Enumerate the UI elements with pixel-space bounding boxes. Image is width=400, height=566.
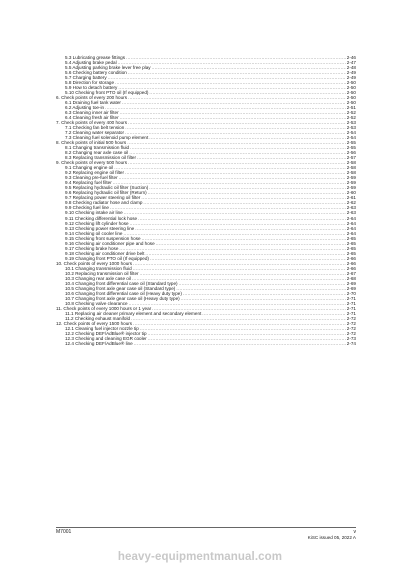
dot-leader: [134, 341, 346, 346]
toc-page-number: 2-63: [346, 205, 356, 211]
toc-entry-title: 9.16 Checking air conditioner pipe and hose: [65, 240, 155, 246]
toc-page-number: 2-68: [346, 275, 356, 281]
toc-entry-title: 5.3 Lubricating grease fittings: [65, 55, 126, 60]
toc-page-number: 2-54: [346, 135, 356, 141]
toc-entry-title: 7.1 Checking fan belt tension: [65, 125, 125, 131]
toc-page-number: 2-66: [346, 265, 356, 271]
toc-entry-title: 9.6 Replacing hydraulic oil filter (Return): [65, 190, 147, 196]
toc-entry-title: 9.18 Checking air conditioner drive belt: [65, 250, 145, 256]
toc-entry-title: 6.2 Adjusting toe-in: [65, 105, 105, 111]
toc-entry-title: 5.10 Checking front PTO oil (If equipped): [65, 90, 149, 96]
toc-page-number: 2-50: [346, 85, 356, 91]
toc-page-number: 2-59: [346, 185, 356, 191]
toc-entry-title: 11.1 Replacing air cleaner primary element and secondary element: [65, 310, 202, 316]
toc-entry-title: 5.9 How to detach battery: [65, 85, 118, 91]
toc-page-number: 2-66: [346, 255, 356, 261]
toc-entry-title: 9.11 Checking differential lock hose: [65, 215, 138, 221]
toc-entry-title: 5.6 Checking battery condition: [65, 70, 127, 76]
toc-page-number: 2-67: [346, 270, 356, 276]
toc-page-number: 2-55: [346, 145, 356, 151]
toc-entry-title: 10.4 Changing front differential case oil (Standard type): [65, 280, 178, 286]
document-code: M7001: [56, 529, 72, 535]
toc-page-number: 2-51: [346, 105, 356, 111]
toc-page-number: 2-49: [346, 70, 356, 76]
toc-page-number: 2-48: [346, 65, 356, 71]
toc-entry-title: 10.2 Replacing transmission oil filter: [65, 270, 139, 276]
toc-entry-title: 10.3 Changing rear axle case oil: [65, 275, 131, 281]
toc-page-number: 2-65: [346, 245, 356, 251]
footer-divider: [56, 527, 356, 528]
toc-page-number: 2-72: [346, 315, 356, 321]
toc-page-number: 2-71: [346, 305, 356, 311]
toc-entry-title: 8. Check points of initial 500 hours: [56, 140, 127, 146]
watermark-text: heavy-equipmentmanual.com: [117, 551, 283, 563]
toc-page-number: 2-64: [346, 230, 356, 236]
toc-page-number: 2-55: [346, 140, 356, 146]
toc-page-number: 2-56: [346, 150, 356, 156]
toc-entry-title: 10.8 Checking valve clearance: [65, 300, 128, 306]
toc-page-number: 2-71: [346, 310, 356, 316]
toc-page-number: 2-65: [346, 235, 356, 241]
table-of-contents: [56, 55, 356, 346]
toc-page-number: 2-50: [346, 95, 356, 101]
toc-entry-title: 9.3 Cleaning pre-fuel filter: [65, 175, 118, 181]
toc-page-number: 2-58: [346, 170, 356, 176]
issue-statement: KiSC issued 05, 2022 A: [307, 535, 356, 540]
toc-entry-title: 5.8 Direction for storage: [65, 80, 115, 86]
toc-entry-title: 6.4 Cleaning fresh air filter: [65, 115, 119, 121]
toc-page-number: 2-46: [346, 55, 356, 60]
toc-entry-title: 11.2 Checking exhaust manifold: [65, 315, 131, 321]
toc-entry-title: 12.3 Checking and cleaning EGR cooler: [65, 335, 147, 341]
toc-entry-title: 9.14 Checking oil cooler line: [65, 230, 123, 236]
toc-entry-title: 8.2 Changing rear axle case oil: [65, 150, 129, 156]
toc-page-number: 2-50: [346, 90, 356, 96]
toc-entry-title: 10.1 Changing transmission fluid: [65, 265, 132, 271]
toc-entry-title: 9.10 Checking intake air line: [65, 210, 123, 216]
toc-page-number: 2-59: [346, 175, 356, 181]
toc-page-number: 2-58: [346, 165, 356, 171]
toc-entry-title: 9.8 Checking radiator hose and clamp: [65, 200, 143, 206]
toc-page-number: 2-74: [346, 340, 356, 346]
toc-page-number: 2-57: [346, 155, 356, 161]
toc-page-number: 2-71: [346, 295, 356, 301]
toc-page-number: 2-63: [346, 210, 356, 216]
toc-page-number: 2-66: [346, 260, 356, 266]
toc-entry-title: 7.3 Cleaning fuel solenoid pump element: [65, 135, 149, 141]
toc-entry-title: 8.3 Replacing transmission oil filter: [65, 155, 136, 161]
toc-page-number: 2-50: [346, 100, 356, 106]
toc-page-number: 2-64: [346, 220, 356, 226]
toc-entry-title: 9.2 Replacing engine oil filter: [65, 170, 124, 176]
toc-page-number: 2-65: [346, 240, 356, 246]
toc-page-number: 2-71: [346, 300, 356, 306]
toc-page-number: 2-52: [346, 110, 356, 116]
toc-page-number: 2-49: [346, 75, 356, 81]
toc-entry-title: 9.15 Checking front suspension hose: [65, 235, 141, 241]
toc-page-number: 2-60: [346, 190, 356, 196]
toc-entry-title: 10.6 Changing front differential case oil (Heavy duty type): [65, 290, 182, 296]
toc-entry-row: [56, 341, 356, 346]
toc-page-number: 2-72: [346, 325, 356, 331]
toc-page-number: 2-53: [346, 125, 356, 131]
toc-page-number: 2-58: [346, 160, 356, 166]
toc-page-number: 2-53: [346, 120, 356, 126]
toc-page-number: 2-70: [346, 290, 356, 296]
toc-page-number: 2-73: [346, 335, 356, 341]
toc-entry-title: 9.4 Replacing fuel filter: [65, 180, 112, 186]
toc-page-number: 2-64: [346, 225, 356, 231]
toc-entry-title: 9.19 Changing front PTO oil (If equipped): [65, 255, 149, 261]
toc-entry-title: 10. Check points of every 1000 hours: [56, 260, 133, 266]
toc-entry-title: 11. Check points of every 1000 hours or 1 year: [56, 305, 152, 311]
toc-entry-title: 12.4 Checking DEF/AdBlue® line: [65, 340, 133, 346]
toc-entry-title: 10.5 Changing front axle gear case oil (Standard type): [65, 285, 176, 291]
toc-page-number: 2-72: [346, 320, 356, 326]
toc-entry-title: 9.7 Replacing power steering oil filter: [65, 195, 141, 201]
toc-page-number: 2-69: [346, 280, 356, 286]
page-number: v: [353, 529, 356, 535]
toc-entry-title: 9.17 Checking brake hose: [65, 245, 119, 251]
toc-entry-title: 7.2 Cleaning water separator: [65, 130, 124, 136]
toc-page-number: 2-69: [346, 285, 356, 291]
toc-page-number: 2-65: [346, 250, 356, 256]
toc-page-number: 2-72: [346, 330, 356, 336]
toc-page-number: 2-50: [346, 80, 356, 86]
toc-page-number: 2-59: [346, 180, 356, 186]
toc-entry-title: 6.1 Draining fuel tank water: [65, 100, 121, 106]
toc-entry-title: 9.1 Changing engine oil: [65, 165, 114, 171]
toc-page-number: 2-64: [346, 215, 356, 221]
toc-entry-title: 6.3 Cleaning inner air filter: [65, 110, 119, 116]
toc-entry-title: 6. Check points of every 200 hours: [56, 95, 127, 101]
toc-entry-title: 9. Check points of every 500 hours: [56, 160, 127, 166]
toc-entry-title: 5.7 Charging battery: [65, 75, 107, 81]
toc-entry-title: 9.5 Replacing hydraulic oil filter (Suction): [65, 185, 149, 191]
toc-page-number: 2-52: [346, 115, 356, 121]
toc-entry-title: 9.13 Checking power steering line: [65, 225, 135, 231]
toc-entry-title: 8.1 Changing transmission fluid: [65, 145, 130, 151]
toc-entry-title: 12.2 Checking DEF/AdBlue® injector tip: [65, 330, 147, 336]
toc-page-number: 2-62: [346, 200, 356, 206]
toc-entry-title: 7. Check points of every 400 hours: [56, 120, 127, 126]
toc-page-number: 2-61: [346, 195, 356, 201]
toc-page-number: 2-54: [346, 130, 356, 136]
toc-entry-title: 12.1 Cleaning fuel injector nozzle tip: [65, 325, 139, 331]
toc-entry-title: 5.4 Adjusting brake pedal: [65, 60, 117, 66]
toc-entry-title: 5.5 Adjusting parking brake lever free play: [65, 65, 151, 71]
toc-entry-title: 12. Check points of every 1500 hours: [56, 320, 133, 326]
toc-entry-title: 9.12 Checking lift cylinder hose: [65, 220, 129, 226]
toc-entry-title: 9.9 Checking fuel line: [65, 205, 109, 211]
toc-entry-title: 10.7 Changing front axle gear case oil (Heavy duty type): [65, 295, 180, 301]
toc-page-number: 2-47: [346, 60, 356, 66]
